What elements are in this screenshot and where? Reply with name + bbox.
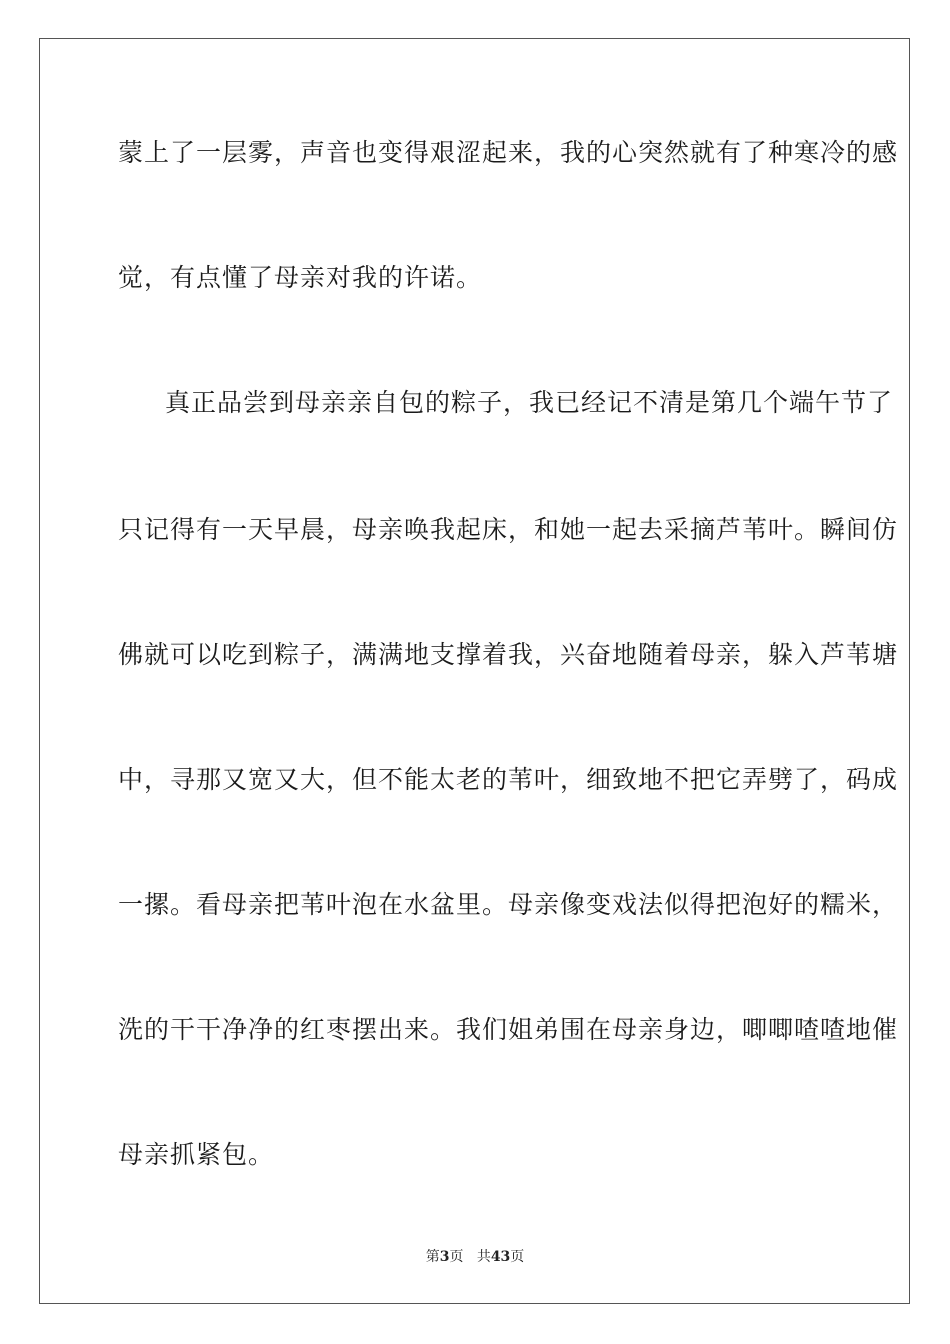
total-prefix: 共 xyxy=(476,1249,491,1265)
text-line-3: 真正品尝到母亲亲自包的粽子，我已经记不清是第几个端午节了 xyxy=(165,388,894,417)
page-prefix: 第 xyxy=(425,1249,440,1265)
text-line-2: 觉，有点懂了母亲对我的许诺。 xyxy=(118,263,483,292)
page-suffix: 页 xyxy=(449,1249,464,1265)
text-line-4: 只记得有一天早晨，母亲唤我起床，和她一起去采摘芦苇叶。瞬间仿 xyxy=(118,515,899,544)
text-line-7: 一摞。看母亲把苇叶泡在水盆里。母亲像变戏法似得把泡好的糯米， xyxy=(118,890,899,919)
text-line-1: 蒙上了一层雾，声音也变得艰涩起来，我的心突然就有了种寒冷的感 xyxy=(118,138,899,167)
text-line-8: 洗的干干净净的红枣摆出来。我们姐弟围在母亲身边，唧唧喳喳地催 xyxy=(118,1015,899,1044)
text-line-9: 母亲抓紧包。 xyxy=(118,1140,275,1169)
page-footer xyxy=(0,1246,950,1268)
total-pages: 43 xyxy=(490,1249,511,1265)
text-line-6: 中，寻那又宽又大，但不能太老的苇叶，细致地不把它弄劈了，码成 xyxy=(118,765,899,794)
total-suffix: 页 xyxy=(510,1249,525,1265)
page-number: 3 xyxy=(439,1249,450,1265)
text-line-5: 佛就可以吃到粽子，满满地支撑着我，兴奋地随着母亲，躲入芦苇塘 xyxy=(118,640,899,669)
